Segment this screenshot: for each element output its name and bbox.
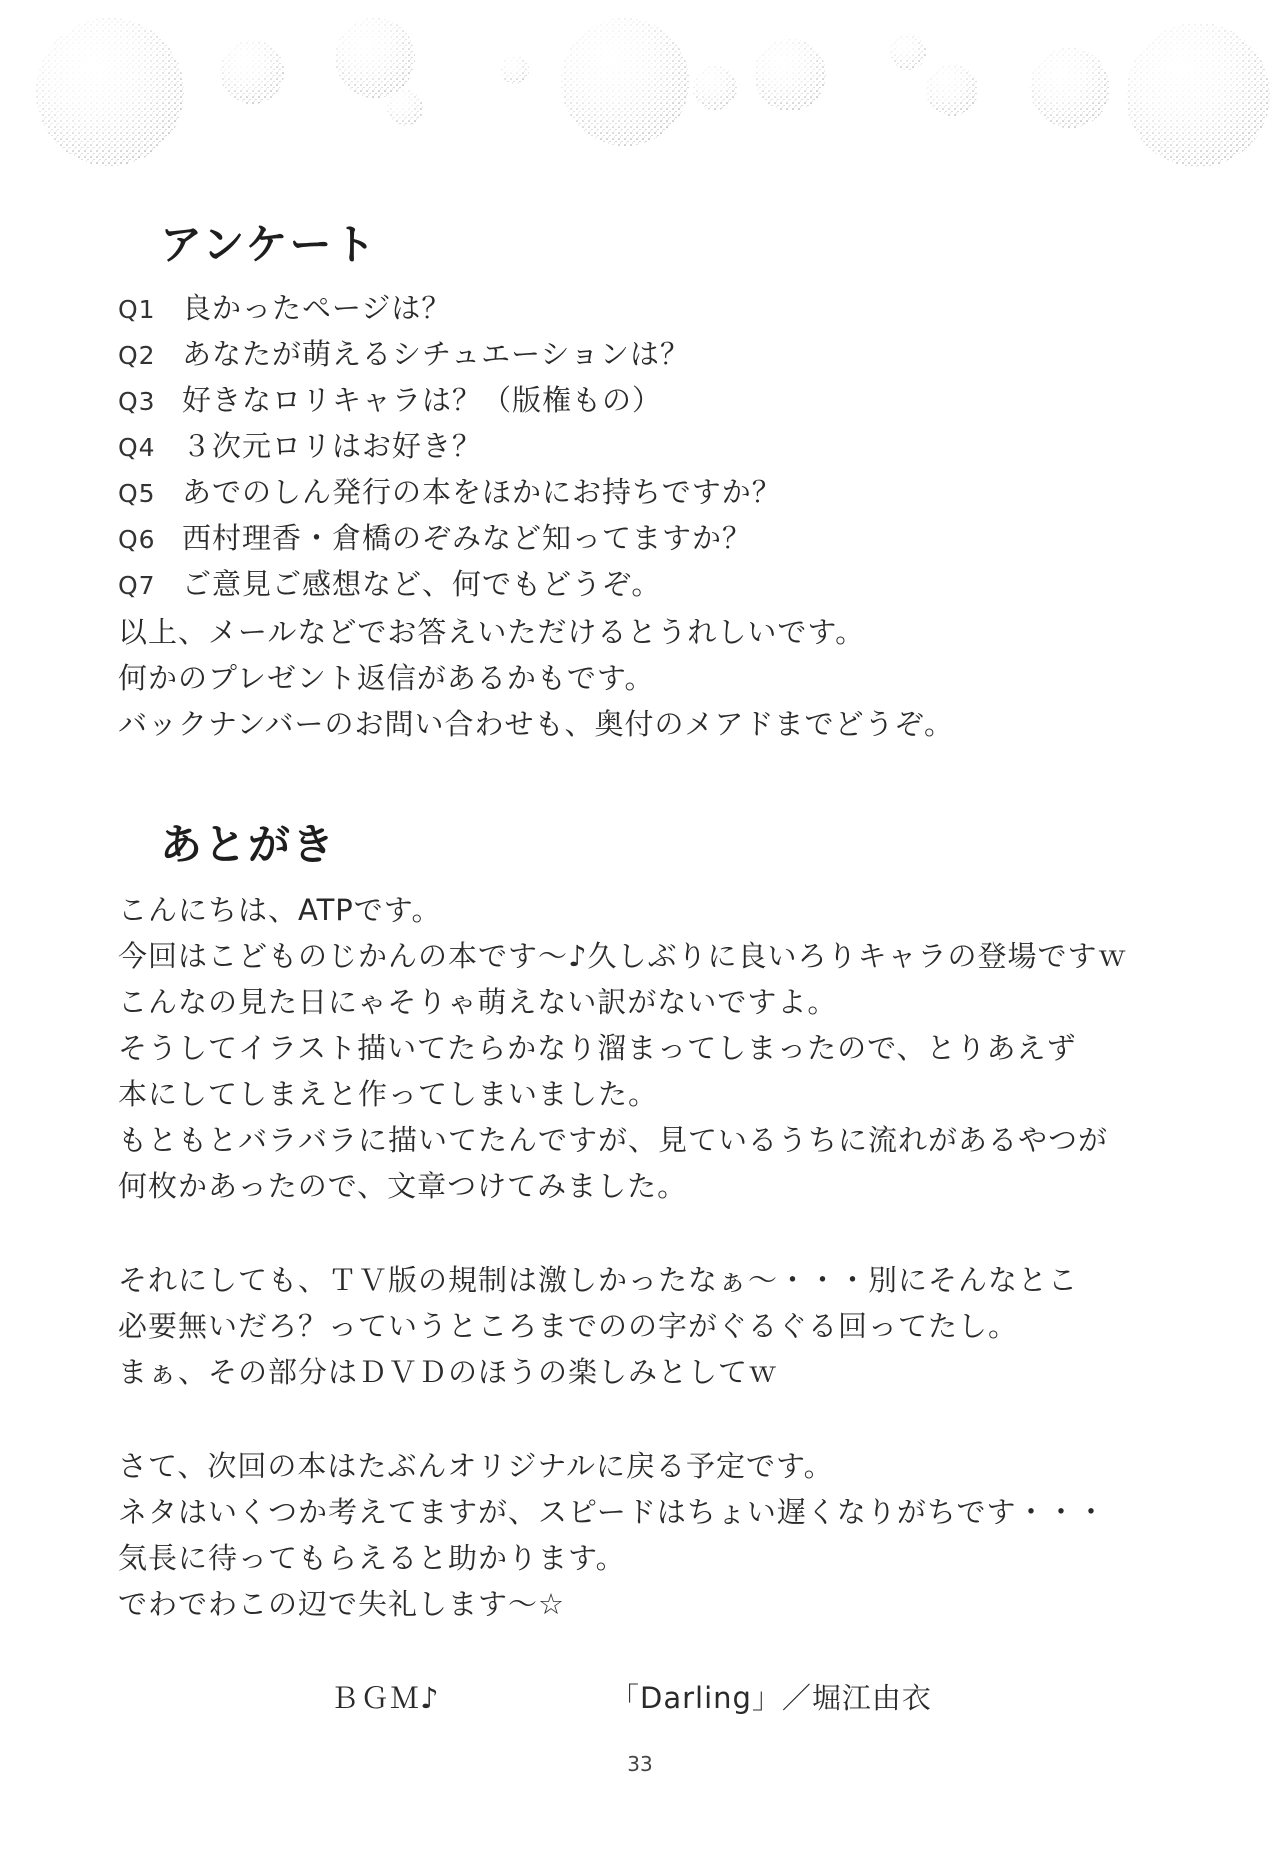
afterword-line: 今回はこどものじかんの本です～♪久しぶりに良いろりキャラの登場ですｗ <box>118 939 1128 973</box>
question-number: Q6 <box>118 525 156 554</box>
question-number: Q1 <box>118 295 156 324</box>
question-text: ご意見ご感想など、何でもどうぞ。 <box>182 567 662 601</box>
bubble <box>890 34 926 70</box>
bubble <box>501 56 529 84</box>
bubble <box>387 90 423 126</box>
survey-question <box>118 566 661 602</box>
survey-question <box>118 290 451 326</box>
survey-closing-line: 何かのプレゼント返信があるかもです。 <box>118 661 655 695</box>
bubble <box>335 18 415 98</box>
afterword-line: 必要無いだろ？っていうところまでのの字がぐるぐる回ってたし。 <box>118 1309 1019 1343</box>
afterword-line: さて、次回の本はたぶんオリジナルに戻る予定です。 <box>118 1449 834 1483</box>
question-text: あでのしん発行の本をほかにお持ちですか？ <box>182 475 782 509</box>
afterword-line: それにしても、ＴＶ版の規制は激しかったなぁ～・・・別にそんなとこ <box>118 1263 1079 1297</box>
question-number: Q3 <box>118 387 156 416</box>
afterword-line: ネタはいくつか考えてますが、スピードはちょい遅くなりがちです・・・ <box>118 1495 1107 1529</box>
survey-closing-line: バックナンバーのお問い合わせも、奥付のメアドまでどうぞ。 <box>118 707 954 741</box>
afterword-line: そうしてイラスト描いてたらかなり溜まってしまったので、とりあえず <box>118 1031 1077 1065</box>
question-text: 好きなロリキャラは？（版権もの） <box>182 383 663 417</box>
bubble-decoration <box>0 0 1280 200</box>
survey-question <box>118 382 662 418</box>
afterword-line: 何枚かあったので、文章つけてみました。 <box>118 1169 688 1203</box>
question-text: 西村理香・倉橋のぞみなど知ってますか？ <box>182 521 753 555</box>
survey-question <box>118 520 752 556</box>
bubble <box>926 64 978 116</box>
afterword-line: こんなの見た日にゃそりゃ萌えない訳がないですよ。 <box>118 985 838 1019</box>
question-text: あなたが萌えるシチュエーションは？ <box>182 337 690 371</box>
bubble <box>36 18 184 166</box>
survey-closing-line: 以上、メールなどでお答えいただけるとうれしいです。 <box>118 615 866 649</box>
bgm-song: 「Darling」／堀江由衣 <box>610 1681 932 1715</box>
afterword-line: まぁ、その部分はＤＶＤのほうの楽しみとしてｗ <box>118 1355 779 1389</box>
bubble <box>561 18 689 146</box>
survey-question <box>118 336 690 372</box>
survey-question <box>118 474 782 510</box>
survey-question <box>118 428 482 464</box>
question-number: Q4 <box>118 433 156 462</box>
survey-title: アンケート <box>160 220 378 269</box>
question-number: Q7 <box>118 571 156 600</box>
question-text: 良かったページは？ <box>182 291 452 325</box>
page-number: 33 <box>627 1752 653 1776</box>
question-text: ３次元ロリはお好き？ <box>182 429 483 463</box>
bubble <box>693 66 737 110</box>
question-number: Q5 <box>118 479 156 508</box>
afterword-title: あとがき <box>160 820 337 869</box>
question-number: Q2 <box>118 341 156 370</box>
bgm-label: ＢＧＭ♪ <box>330 1681 440 1715</box>
bubble <box>754 39 826 111</box>
bubble <box>1126 23 1270 167</box>
afterword-line: もともとバラバラに描いてたんですが、見ているうちに流れがあるやつが <box>118 1123 1109 1157</box>
bubble <box>1030 48 1110 128</box>
afterword-line: 本にしてしまえと作ってしまいました。 <box>118 1077 659 1111</box>
afterword-line: でわでわこの辺で失礼します～☆ <box>118 1587 565 1621</box>
afterword-line: こんにちは、ATPです。 <box>118 893 442 927</box>
bubble <box>220 40 284 104</box>
afterword-line: 気長に待ってもらえると助かります。 <box>118 1541 626 1575</box>
